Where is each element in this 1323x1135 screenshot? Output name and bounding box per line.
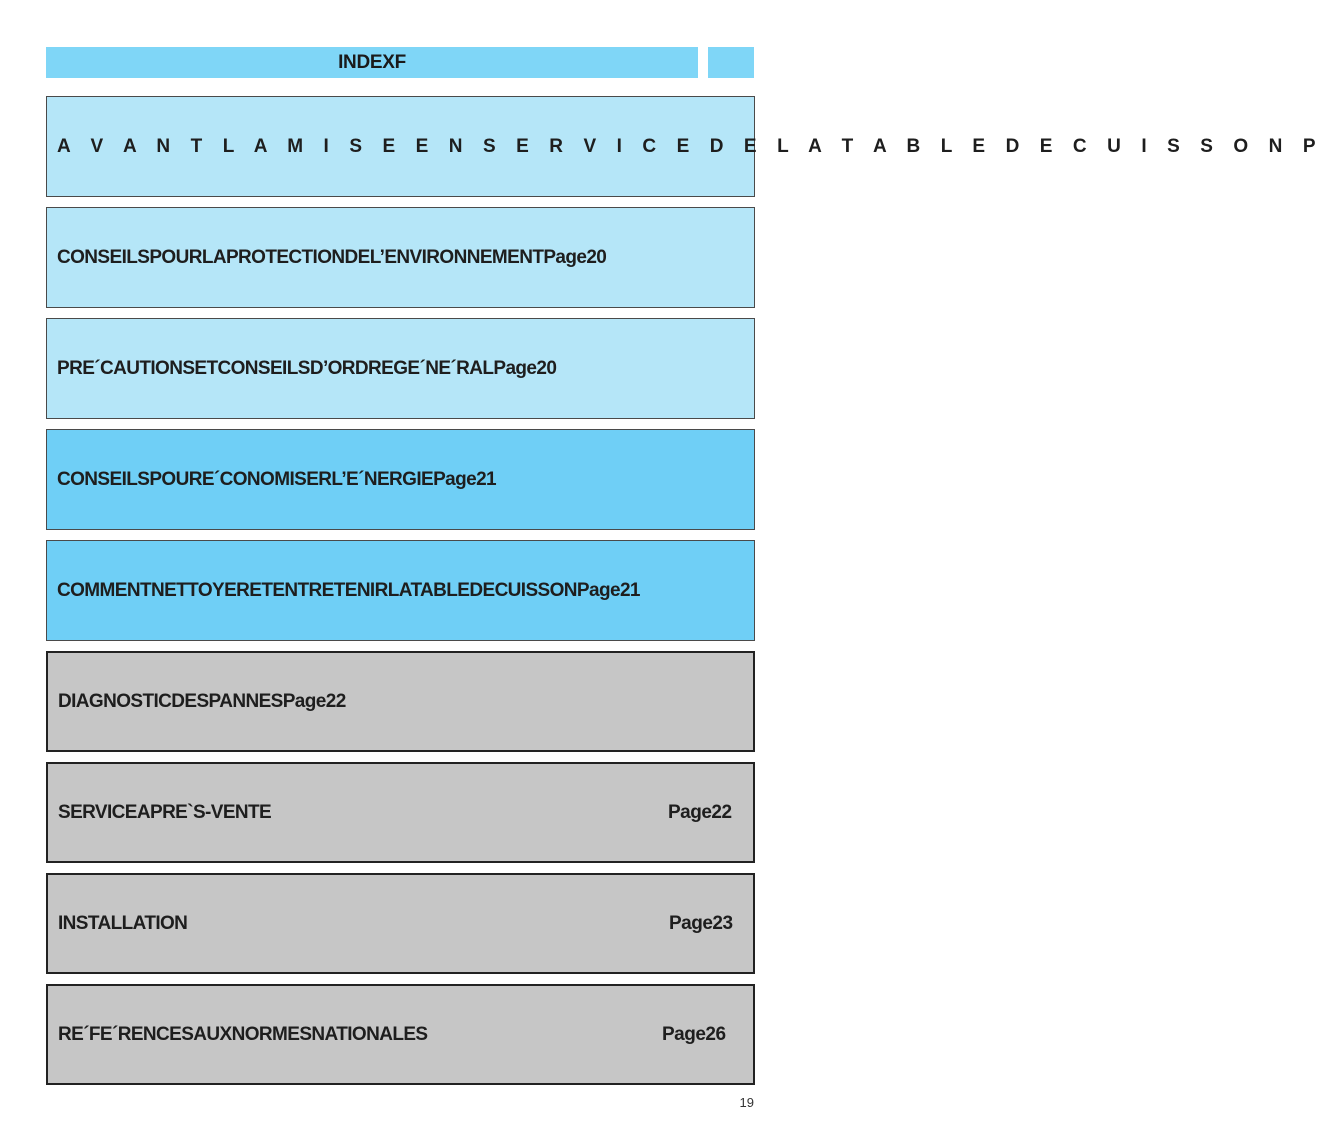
index-entry-environnement[interactable]	[46, 207, 755, 308]
index-entry-normes-nationales[interactable]	[46, 984, 755, 1085]
entry-label: A V A N T L A M I S E E N S E R V I C E D E L A T A B L E D E C U I S S O N P	[57, 135, 1323, 157]
entry-page: Page23	[669, 912, 733, 934]
index-entry-nettoyer[interactable]	[46, 540, 755, 641]
entry-label: CONSEILSPOURLAPROTECTIONDEL’ENVIRONNEMENTPage20	[57, 246, 607, 268]
index-header	[46, 47, 698, 78]
entry-label: DIAGNOSTICDESPANNESPage22	[58, 690, 346, 712]
entry-label: RE´FE´RENCESAUXNORMESNATIONALES	[58, 1023, 428, 1045]
index-entry-mise-en-service[interactable]	[46, 96, 1323, 197]
index-entry-diagnostic[interactable]	[46, 651, 755, 752]
index-title: INDEXF	[338, 51, 406, 73]
index-entry-service-apres-vente[interactable]	[46, 762, 755, 863]
page-number: 19	[739, 1095, 754, 1110]
index-entry-precautions[interactable]	[46, 318, 755, 419]
index-entry-economiser-energie[interactable]	[46, 429, 755, 530]
header-tab-marker	[708, 47, 754, 78]
entry-page: Page26	[662, 1023, 726, 1045]
entry-label: INSTALLATION	[58, 912, 188, 934]
index-entries	[46, 96, 1323, 1095]
entry-label: SERVICEAPRE`S-VENTE	[58, 801, 272, 823]
entry-label: CONSEILSPOURE´CONOMISERL’E´NERGIEPage21	[57, 468, 497, 490]
entry-label: PRE´CAUTIONSETCONSEILSD’ORDREGE´NE´RALPage20	[57, 357, 557, 379]
index-entry-installation[interactable]	[46, 873, 755, 974]
entry-label: COMMENTNETTOYERETENTRETENIRLATABLEDECUISSONPage21	[57, 579, 640, 601]
entry-page: Page22	[668, 801, 732, 823]
